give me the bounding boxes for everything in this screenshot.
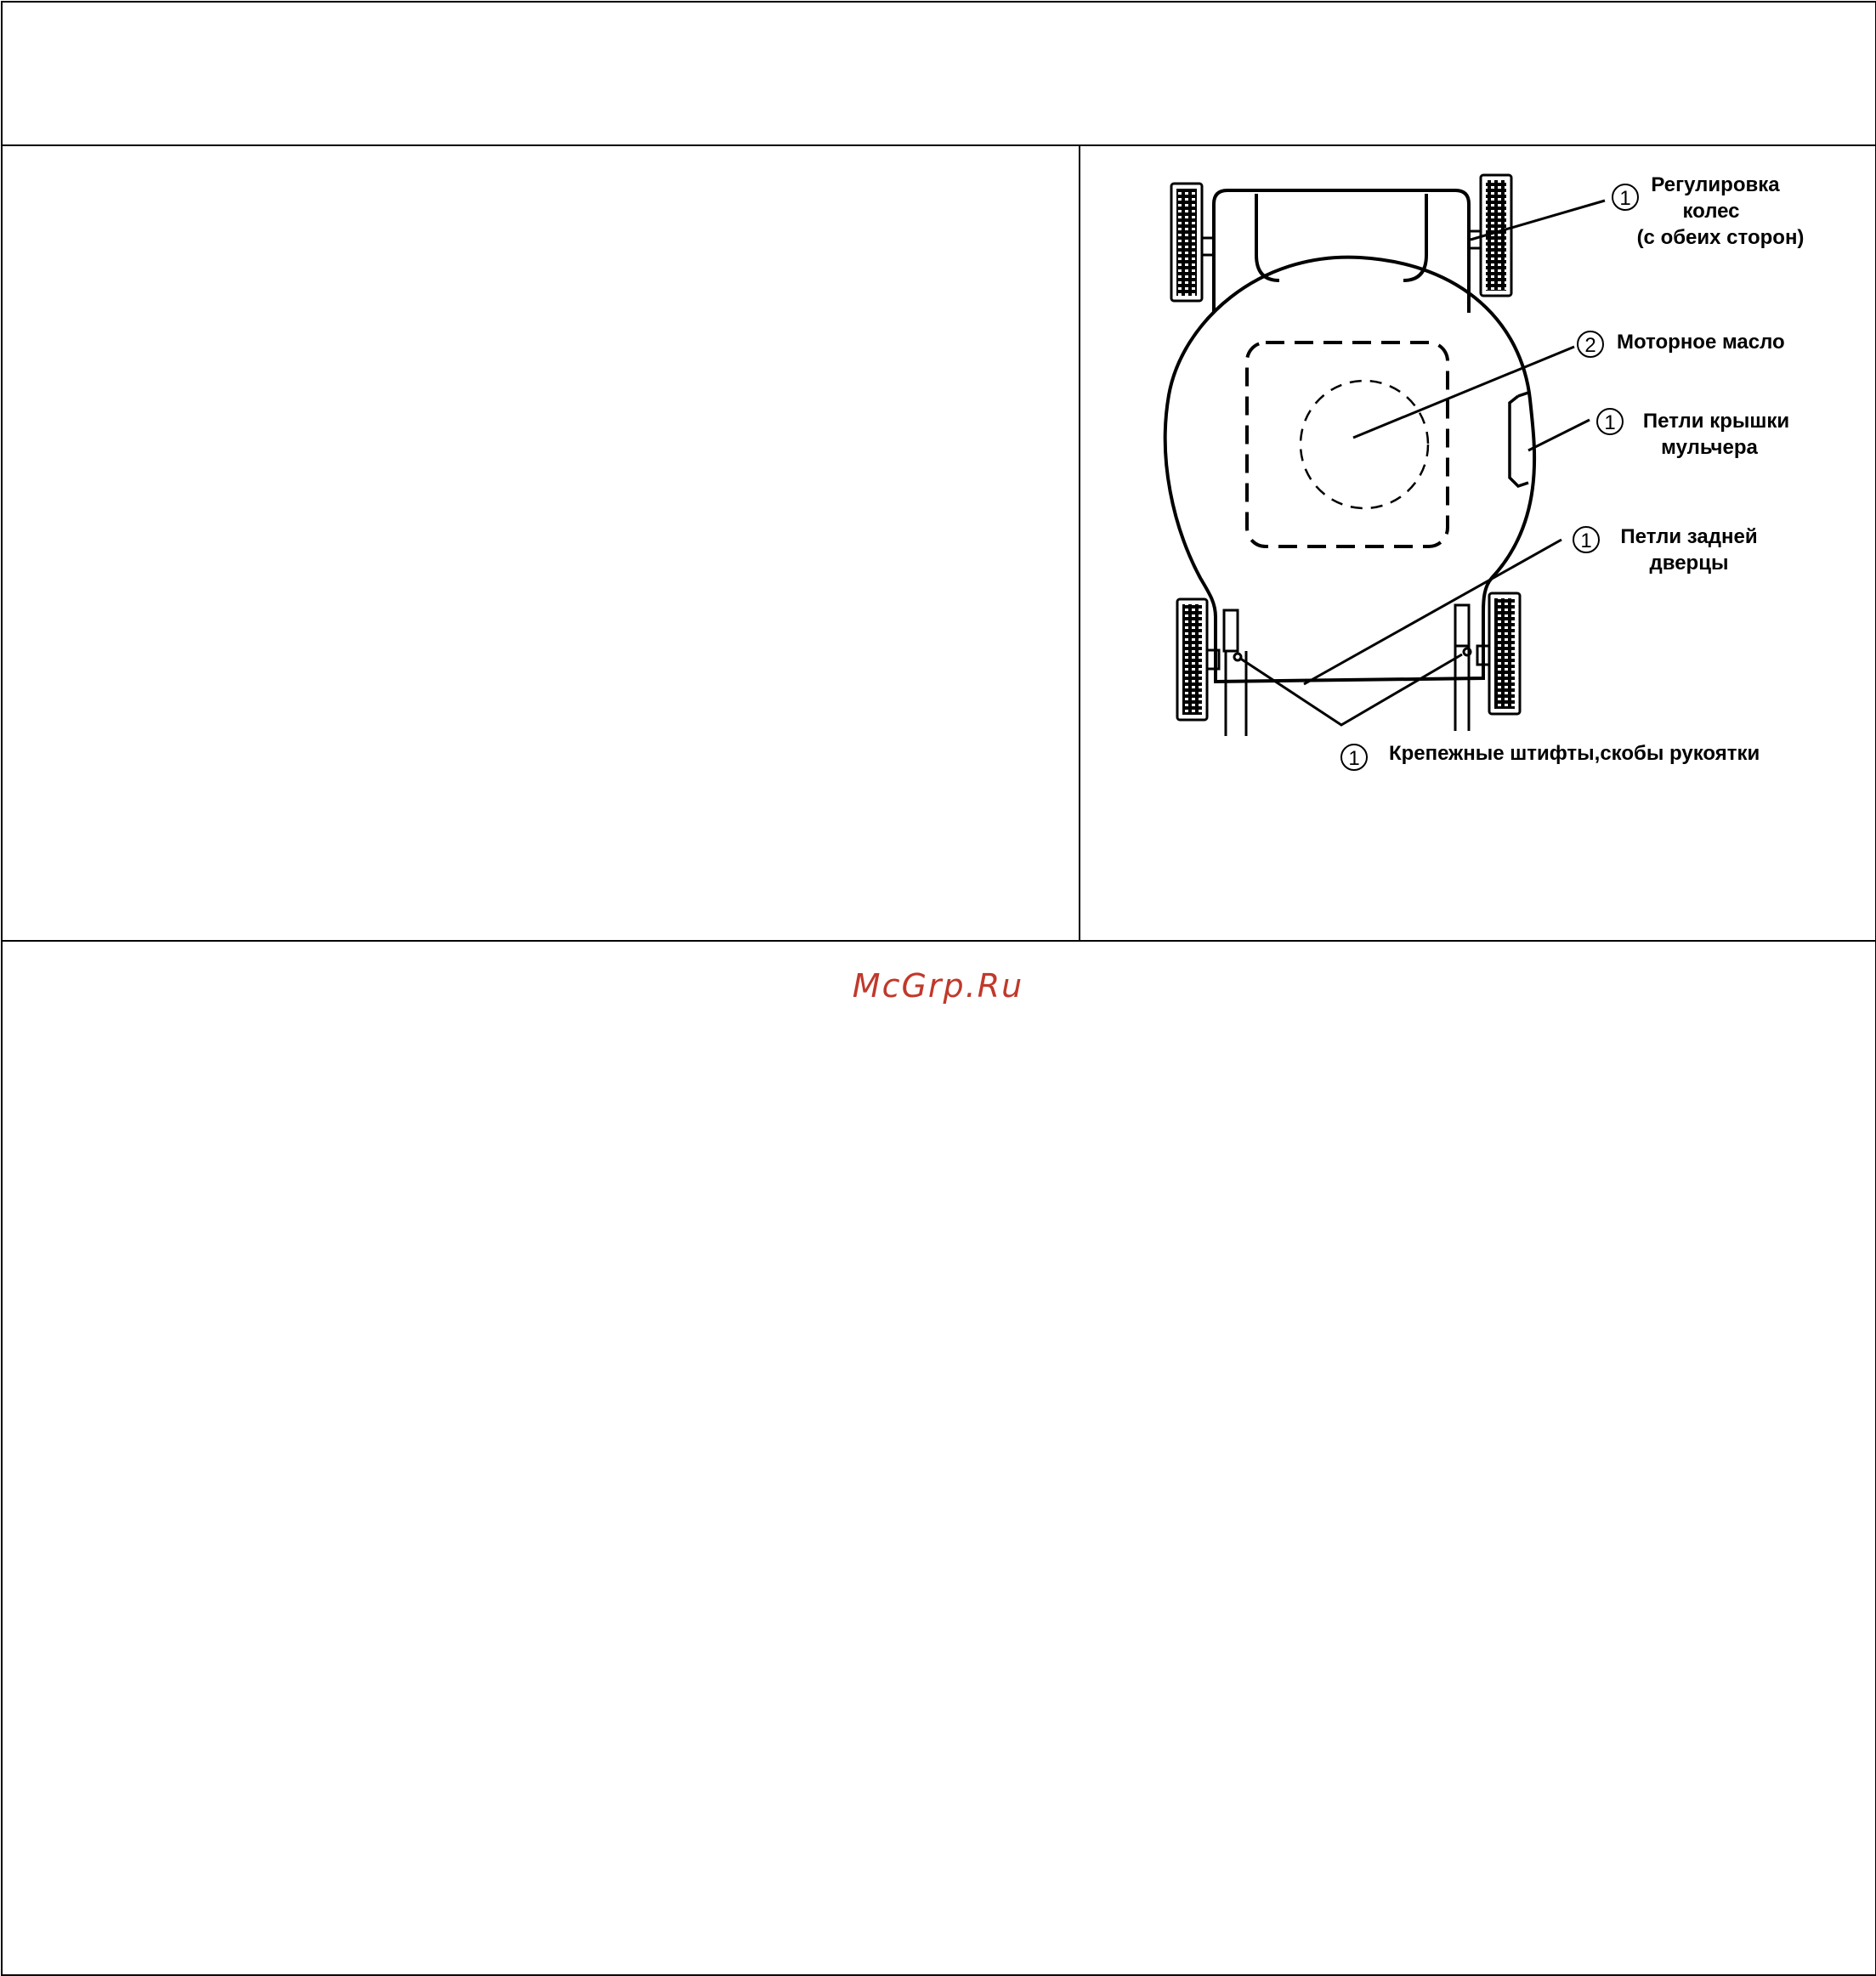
- rear-right-wheel: [1489, 593, 1520, 714]
- callout-engine-oil: [1578, 331, 1603, 357]
- rear-left-wheel: [1177, 599, 1207, 720]
- callout-number: 1: [1604, 411, 1616, 434]
- callout-wheel-adjust: [1612, 184, 1638, 210]
- callout-number: 1: [1580, 529, 1592, 552]
- oil-filler-circle: [1301, 381, 1428, 508]
- mulcher-cover: [1510, 393, 1528, 486]
- label-rear-door-hinges: [1620, 525, 1757, 575]
- label-wheel-adjust: [1637, 173, 1805, 249]
- callout-mulcher-hinges: [1597, 409, 1623, 434]
- front-left-wheel: [1171, 184, 1202, 301]
- label-line: Моторное масло: [1617, 331, 1785, 354]
- callout-number: 1: [1348, 747, 1360, 770]
- callout-number: 1: [1619, 187, 1631, 210]
- front-housing: [1214, 190, 1469, 313]
- label-handle-pins: [1389, 742, 1760, 765]
- label-mulcher-hinges: [1643, 410, 1789, 459]
- callout-rear-door-hinges: [1573, 527, 1599, 552]
- watermark[interactable]: McGrp.Ru: [852, 967, 1024, 1005]
- label-line: Петли крышки: [1642, 410, 1790, 433]
- label-line: Петли задней: [1620, 525, 1758, 548]
- mower-deck: [1165, 258, 1534, 682]
- label-engine-oil: [1617, 331, 1785, 354]
- engine-outline: [1247, 343, 1448, 546]
- label-line: дверцы: [1649, 552, 1729, 575]
- label-line: Крепежные штифты,скобы рукоятки: [1389, 742, 1760, 765]
- label-line: колес: [1682, 200, 1740, 223]
- callout-handle-pins: [1341, 745, 1367, 770]
- leader-lines: [1239, 201, 1605, 725]
- callout-number: 2: [1584, 334, 1596, 357]
- label-line: мульчера: [1661, 436, 1758, 459]
- label-line: Регулировка: [1651, 173, 1780, 196]
- label-line: (с обеих сторон): [1636, 226, 1805, 249]
